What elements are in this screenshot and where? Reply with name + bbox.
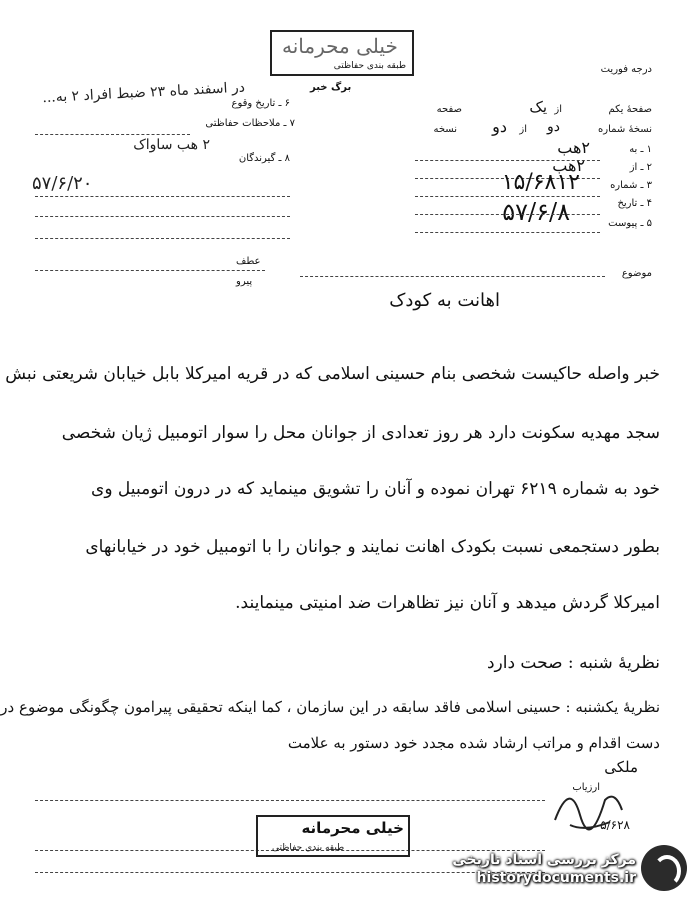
field8-value: ۲ هب ساواک [133,137,210,153]
classification-stamp-bottom [256,815,410,857]
bottom-line-3 [35,872,545,873]
to-label: ۱ ـ به [629,144,652,155]
classification-stamp-top [270,30,414,76]
page-count-label: از [554,104,562,115]
date-value: ۵۷/۶/۸ [502,198,570,226]
form-title: برگ خبر [310,82,352,93]
note-line: دست اقدام و مراتب ارشاد شده مجدد خود دستور به علامت [287,734,660,752]
stamp-bottom-text: خیلی محرمانه [301,819,404,837]
attach-label: ۵ ـ پیوست [608,218,652,229]
bottom-line-1 [35,800,545,801]
copy-label: نسخهٔ شماره [598,124,652,135]
body-line: امیرکلا گردش میدهد و آنان نیز تظاهرات ضد امنیتی مینمایند. [235,593,660,613]
number-label: ۳ ـ شماره [610,180,652,191]
subject-label: موضوع [621,268,652,279]
field6-label: ۶ ـ تاریخ وقوع [231,98,290,109]
copy-of-value: دو [492,117,507,136]
subject-line [300,276,605,277]
copy-row [402,117,652,144]
note-line: نظریهٔ یکشنبه : حسینی اسلامی فاقد سابقه در این سازمان ، کما اینکه تحقیقی پیرامون چگونگی موضوع در [0,698,660,716]
date-line [415,214,600,215]
stamp-label: طبقه بندی حفاظتی [333,61,406,71]
watermark-logo-icon [641,845,687,891]
subject-value: اهانت به کودک [389,290,500,311]
number-value: ۱۵/۶۸۱۲ [501,170,580,195]
page-label: صفحهٔ یکم [608,104,652,115]
evaluator-name: ملکی [604,758,638,776]
watermark-url: historydocuments.ir [476,870,636,886]
copy-suffix: نسخه [433,124,457,135]
atf-label: عطف [236,256,261,267]
body-line: خبر واصله حاکیست شخصی بنام حسینی اسلامی که در قریه امیرکلا بابل خیابان شریعتی نبش [5,364,660,384]
left-line-2 [35,216,290,217]
date-label: ۴ ـ تاریخ [617,198,652,209]
priority-label: درجه فوریت [600,64,652,75]
page-count-value: یک [529,98,547,116]
copy-value: دو [547,119,560,135]
number-line [415,196,600,197]
from-value: ۲هب [552,156,585,175]
field8-label: ۸ ـ گیرندگان [238,153,290,164]
peyro-label: پیرو [236,276,253,287]
evaluator-code: ۵/۶۲۸ [600,818,630,832]
field7-label: ۷ ـ ملاحظات حفاظتی [205,118,295,129]
stamp-bottom-label: طبقه بندی حفاظتی [272,843,345,853]
note-assessment: نظریهٔ شنبه : صحت دارد [486,653,660,673]
copy-of-label: از [519,124,527,135]
left-line-3 [35,238,290,239]
left-date: ۵۷/۶/۲۰ [32,173,93,194]
atf-line [35,270,265,271]
field6-value: در اسفند ماه ۲۳ ضبط افراد ۲ به... [42,79,246,107]
evaluator-role: ارزیاب [572,782,600,793]
field7-line [35,134,190,135]
page-row [402,98,652,124]
to-value: ۲هب [557,138,590,157]
stamp-handwriting: خیلی محرمانه [282,34,398,58]
signature-scribble [550,770,630,840]
from-label: ۲ ـ از [629,162,652,173]
page-suffix: صفحه [436,104,462,115]
body-line: سجد مهدیه سکونت دارد هر روز تعدادی از جوانان محل را سوار اتومبیل ژیان شخصی [61,423,660,443]
attach-line [415,232,600,233]
body-line: خود به شماره ۶۲۱۹ تهران نموده و آنان را تشویق مینماید که در درون اتومبیل وی [91,479,660,499]
body-line: بطور دستجمعی نسبت بکودک اهانت نمایند و جوانان را با اتومبیل خود در خیابانهای [85,537,660,557]
watermark-name: مرکز بررسی اسناد تاریخی [452,852,636,868]
left-line-1 [35,196,290,197]
